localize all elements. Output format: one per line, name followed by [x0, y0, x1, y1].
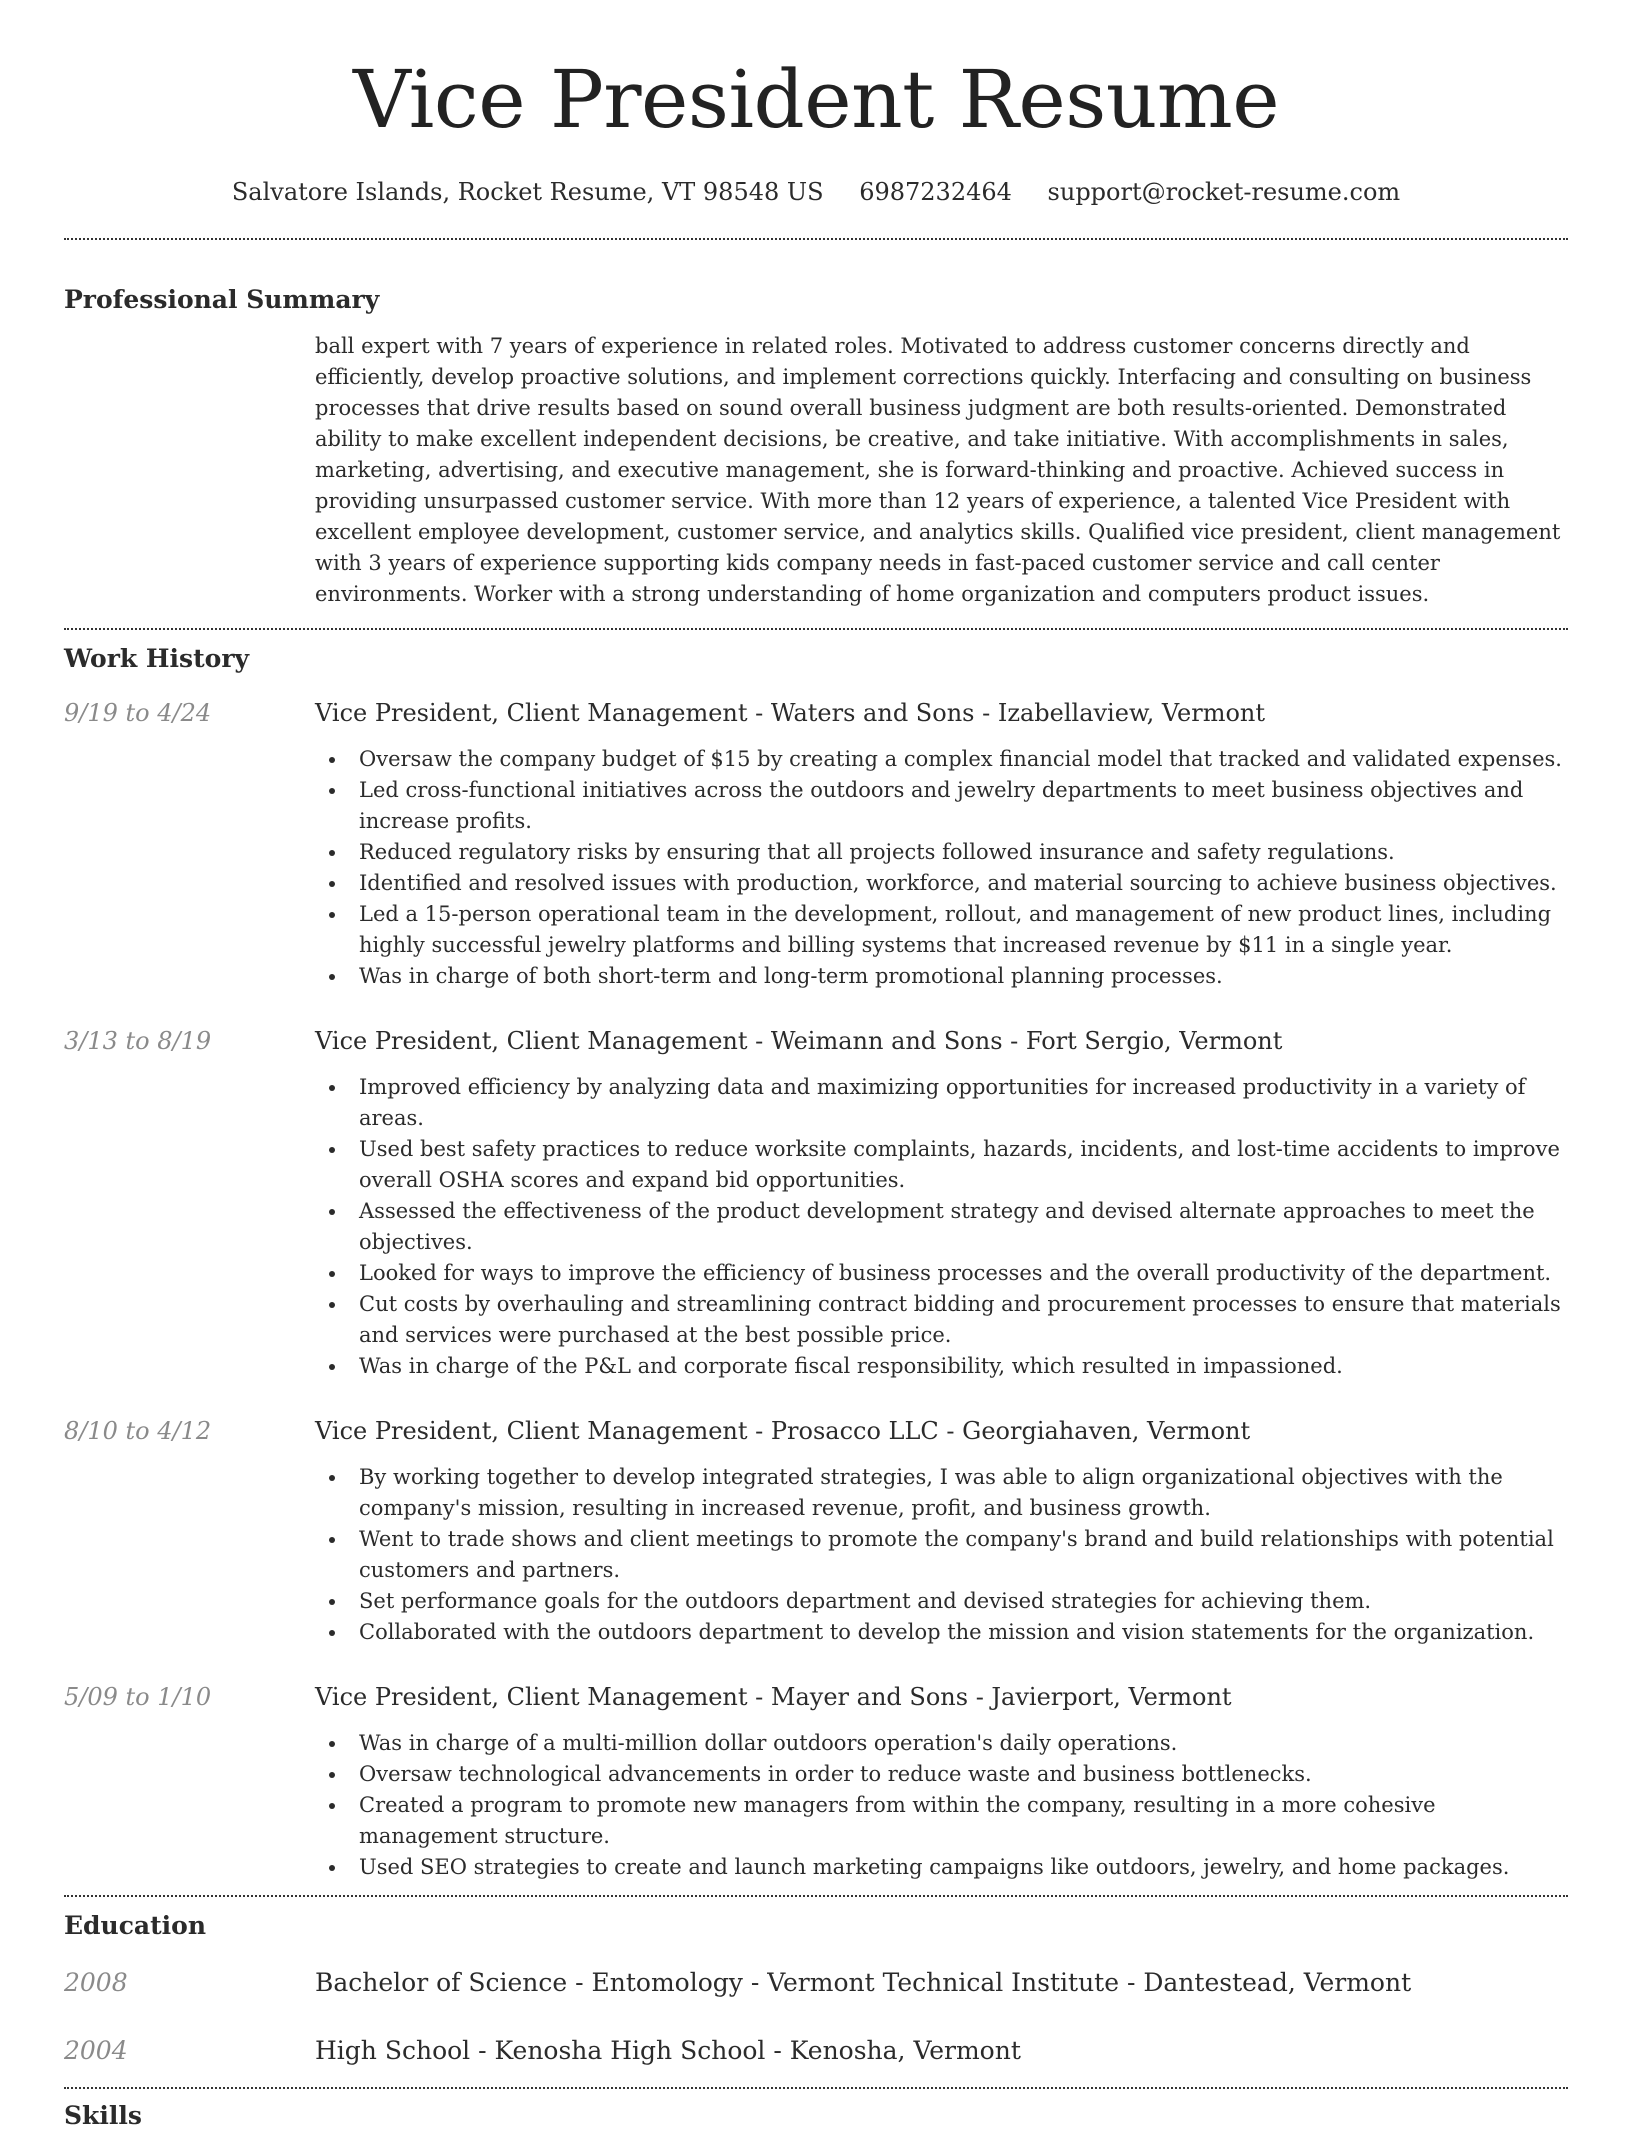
- list-item: Collaborated with the outdoors department to develop the mission and vision statements for the organization.: [315, 1617, 1568, 1648]
- list-item: Set performance goals for the outdoors department and devised strategies for achieving them.: [315, 1586, 1568, 1617]
- list-item: Assessed the effectiveness of the product development strategy and devised alternate approaches to meet the objectives.: [315, 1196, 1568, 1258]
- job-header: [64, 1680, 1568, 1714]
- work-section: [64, 642, 1568, 1883]
- divider: [64, 2087, 1568, 2089]
- contact-phone: 6987232464: [859, 178, 1012, 206]
- job-date: 8/10 to 4/12: [64, 1417, 212, 1445]
- education-title: High School - Kenosha High School - Kenosha, Vermont: [315, 2036, 1021, 2065]
- list-item: Used best safety practices to reduce worksite complaints, hazards, incidents, and lost-time accidents to improve overall OSHA scores and expand bid opportunities.: [315, 1134, 1568, 1196]
- list-item: Led cross-functional initiatives across the outdoors and jewelry departments to meet business objectives and increase profits.: [315, 775, 1568, 837]
- job-title: Vice President, Client Management - Weimann and Sons - Fort Sergio, Vermont: [315, 1027, 1283, 1055]
- contact-line: [64, 176, 1568, 208]
- resume-header: [64, 0, 1568, 208]
- contact-email: support@rocket-resume.com: [1047, 178, 1401, 206]
- education-section: [64, 1909, 1568, 2069]
- skills-section: [64, 2099, 1568, 2133]
- resume-title: Vice President Resume: [352, 53, 1280, 146]
- job-bullets: [315, 1072, 1568, 1382]
- list-item: Oversaw technological advancements in order to reduce waste and business bottlenecks.: [315, 1759, 1568, 1790]
- list-item: By working together to develop integrated strategies, I was able to align organizational objectives with the company's mission, resulting in increased revenue, profit, and business growth.: [315, 1462, 1568, 1524]
- job-date: 3/13 to 8/19: [64, 1027, 212, 1055]
- resume-page: [64, 0, 1568, 2133]
- list-item: Looked for ways to improve the efficiency of business processes and the overall productivity of the department.: [315, 1258, 1568, 1289]
- job-title: Vice President, Client Management - Mayer and Sons - Javierport, Vermont: [315, 1683, 1232, 1711]
- contact-address: Salvatore Islands, Rocket Resume, VT 98548 US: [231, 178, 824, 206]
- job-date: 5/09 to 1/10: [64, 1683, 212, 1711]
- section-heading: Work History: [64, 644, 250, 673]
- list-item: Cut costs by overhauling and streamlining contract bidding and procurement processes to ensure that materials and services were purchased at the best possible price.: [315, 1289, 1568, 1351]
- job-bullets: [315, 1462, 1568, 1648]
- list-item: Led a 15-person operational team in the development, rollout, and management of new product lines, including highly successful jewelry platforms and billing systems that increased revenue by $11 in a single year.: [315, 899, 1568, 961]
- job-bullets: [315, 1728, 1568, 1883]
- job-entry: [64, 1680, 1568, 1883]
- summary-section: [64, 283, 1568, 610]
- education-entry: [64, 1965, 1568, 2001]
- job-title: Vice President, Client Management - Prosacco LLC - Georgiahaven, Vermont: [315, 1417, 1251, 1445]
- section-heading: Education: [64, 1911, 207, 1940]
- job-entry: [64, 696, 1568, 992]
- education-title: Bachelor of Science - Entomology - Vermont Technical Institute - Dantestead, Vermont: [315, 1968, 1412, 1997]
- list-item: Improved efficiency by analyzing data and maximizing opportunities for increased productivity in a variety of areas.: [315, 1072, 1568, 1134]
- section-heading: Professional Summary: [64, 285, 380, 314]
- job-title: Vice President, Client Management - Waters and Sons - Izabellaview, Vermont: [315, 699, 1266, 727]
- list-item: Was in charge of the P&L and corporate fiscal responsibility, which resulted in impassioned.: [315, 1351, 1568, 1382]
- list-item: Was in charge of both short-term and long-term promotional planning processes.: [315, 961, 1568, 992]
- list-item: Went to trade shows and client meetings to promote the company's brand and build relationships with potential customers and partners.: [315, 1524, 1568, 1586]
- list-item: Reduced regulatory risks by ensuring that all projects followed insurance and safety regulations.: [315, 837, 1568, 868]
- education-entry: [64, 2033, 1568, 2069]
- list-item: Oversaw the company budget of $15 by creating a complex financial model that tracked and validated expenses.: [315, 744, 1568, 775]
- job-entry: [64, 1024, 1568, 1382]
- job-header: [64, 1414, 1568, 1448]
- job-bullets: [315, 744, 1568, 992]
- job-header: [64, 696, 1568, 730]
- summary-text: ball expert with 7 years of experience in related roles. Motivated to address customer concerns directly and efficiently, develop proactive solutions, and implement corrections quickly. Interfacing and consulting on business processes that drive results based on sound overall business judgment are both results-oriented. Demonstrated ability to make excellent independent decisions, be creative, and take initiative. With accomplishments in sales, marketing, advertising, and executive management, she is forward-thinking and proactive. Achieved success in providing unsurpassed customer service. With more than 12 years of experience, a talented Vice President with excellent employee development, customer service, and analytics skills. Qualified vice president, client management with 3 years of experience supporting kids company needs in fast-paced customer service and call center environments. Worker with a strong understanding of home organization and computers product issues.: [315, 334, 1561, 606]
- divider: [64, 238, 1568, 240]
- divider: [64, 628, 1568, 630]
- job-header: [64, 1024, 1568, 1058]
- job-date: 9/19 to 4/24: [64, 699, 212, 727]
- education-date: 2008: [64, 1968, 128, 1997]
- section-heading: Skills: [64, 2101, 142, 2130]
- list-item: Used SEO strategies to create and launch marketing campaigns like outdoors, jewelry, and home packages.: [315, 1852, 1568, 1883]
- divider: [64, 1895, 1568, 1897]
- job-entry: [64, 1414, 1568, 1648]
- list-item: Was in charge of a multi-million dollar outdoors operation's daily operations.: [315, 1728, 1568, 1759]
- education-date: 2004: [64, 2036, 128, 2065]
- list-item: Created a program to promote new managers from within the company, resulting in a more cohesive management structure.: [315, 1790, 1568, 1852]
- list-item: Identified and resolved issues with production, workforce, and material sourcing to achieve business objectives.: [315, 868, 1568, 899]
